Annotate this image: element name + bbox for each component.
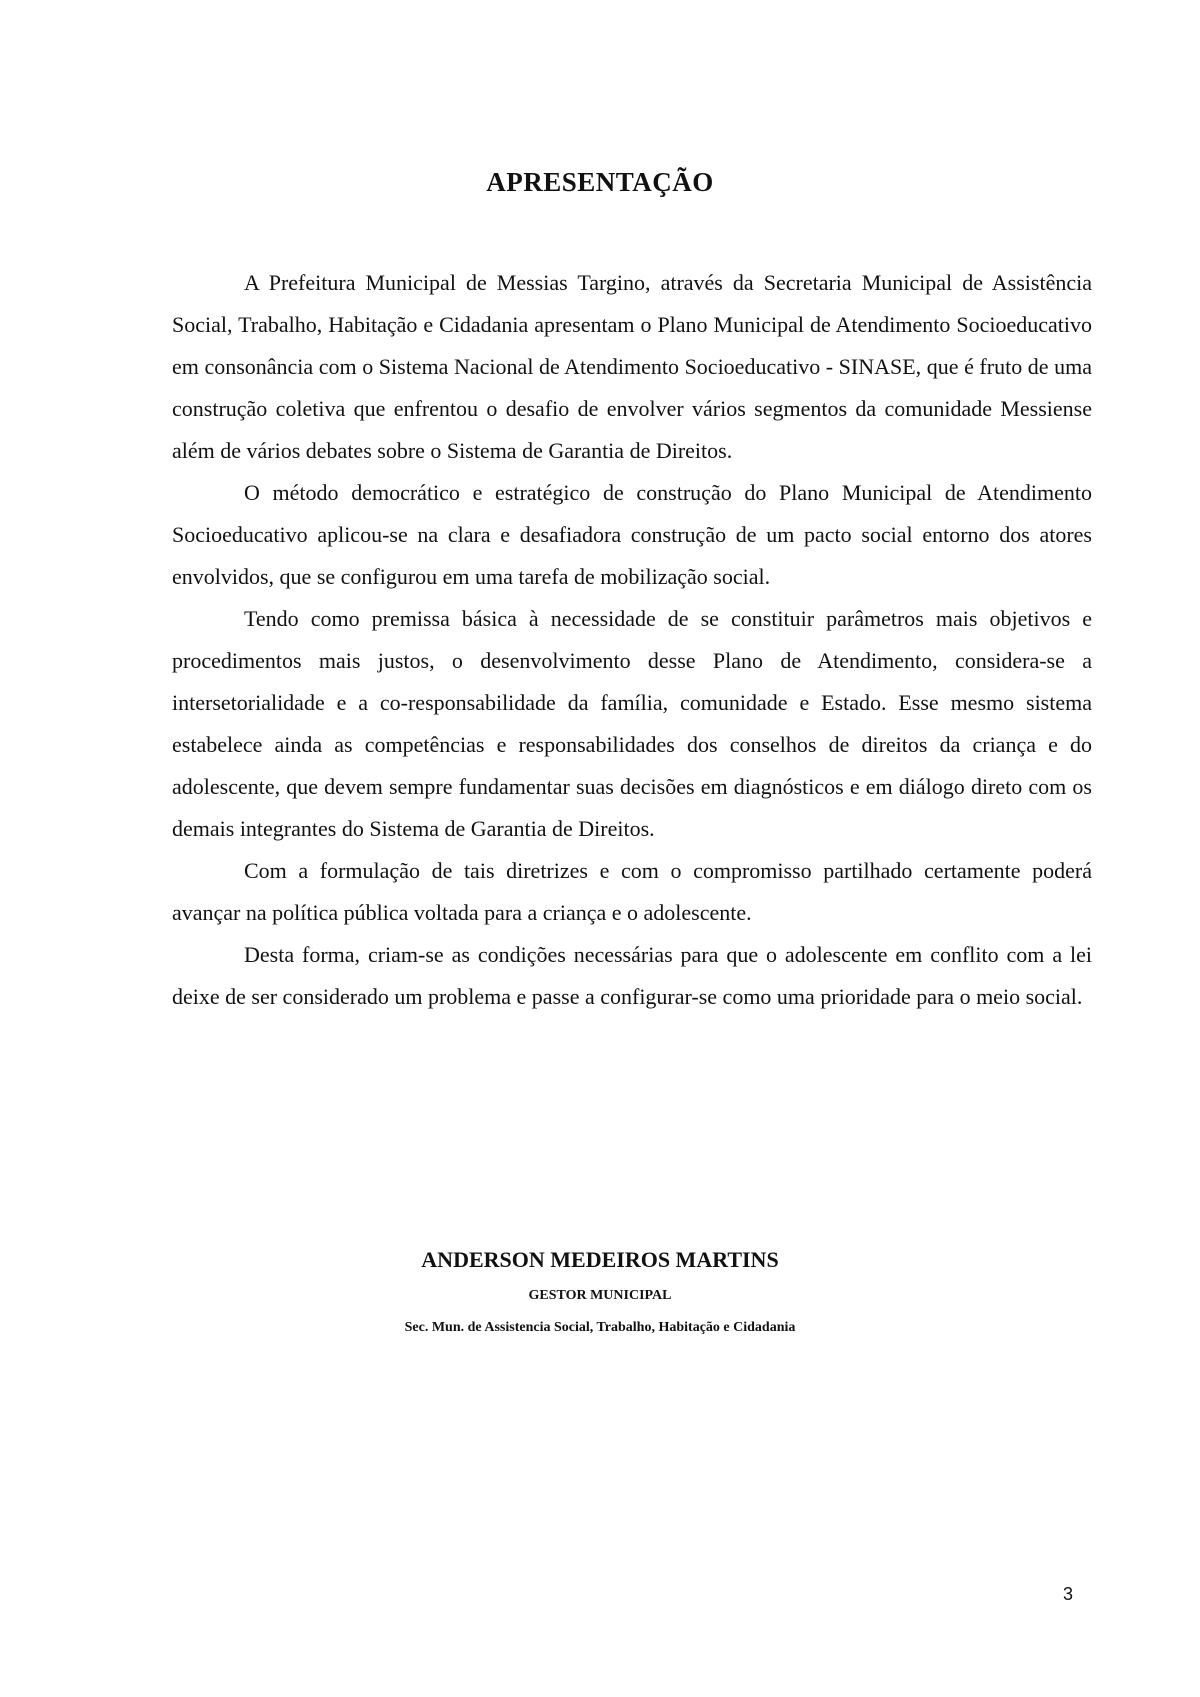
signatory-role: GESTOR MUNICIPAL bbox=[528, 1288, 672, 1303]
paragraph-4: Com a formulação de tais diretrizes e com o compromisso partilhado certamente poderá avançar na política pública voltada para a criança e o adolescente. bbox=[172, 858, 1092, 925]
page-title: APRESENTAÇÃO bbox=[486, 167, 714, 197]
page-number: 3 bbox=[1063, 1584, 1074, 1604]
paragraph-3: Tendo como premissa básica à necessidade de se constituir parâmetros mais objetivos e procedimentos mais justos, o desenvolvimento desse Plano de Atendimento, considera-se a intersetorialidade e a co-responsabilidade da família, comunidade e Estado. Esse mesmo sistema estabelece ainda as competências e responsabilidades dos conselhos de direitos da criança e do adolescente, que devem sempre fundamentar suas decisões em diagnósticos e em diálogo direto com os demais integrantes do Sistema de Garantia de Direitos. bbox=[172, 606, 1092, 841]
paragraph-1: A Prefeitura Municipal de Messias Targino, através da Secretaria Municipal de Assistência Social, Trabalho, Habitação e Cidadania apresentam o Plano Municipal de Atendimento Socioeducativo em consonância com o Sistema Nacional de Atendimento Socioeducativo - SINASE, que é fruto de uma construção coletiva que enfrentou o desafio de envolver vários segmentos da comunidade Messiense além de vários debates sobre o Sistema de Garantia de Direitos. bbox=[172, 270, 1092, 463]
paragraph-5: Desta forma, criam-se as condições necessárias para que o adolescente em conflito com a lei deixe de ser considerado um problema e passe a configurar-se como uma prioridade para o meio social. bbox=[172, 942, 1092, 1009]
signatory-department: Sec. Mun. de Assistencia Social, Trabalho, Habitação e Cidadania bbox=[404, 1320, 796, 1335]
signature-block bbox=[0, 1245, 1200, 1337]
document-body bbox=[172, 262, 1092, 1018]
signatory-name: ANDERSON MEDEIROS MARTINS bbox=[421, 1247, 779, 1272]
paragraph-2: O método democrático e estratégico de construção do Plano Municipal de Atendimento Socioeducativo aplicou-se na clara e desafiadora construção de um pacto social entorno dos atores envolvidos, que se configurou em uma tarefa de mobilização social. bbox=[172, 480, 1092, 589]
